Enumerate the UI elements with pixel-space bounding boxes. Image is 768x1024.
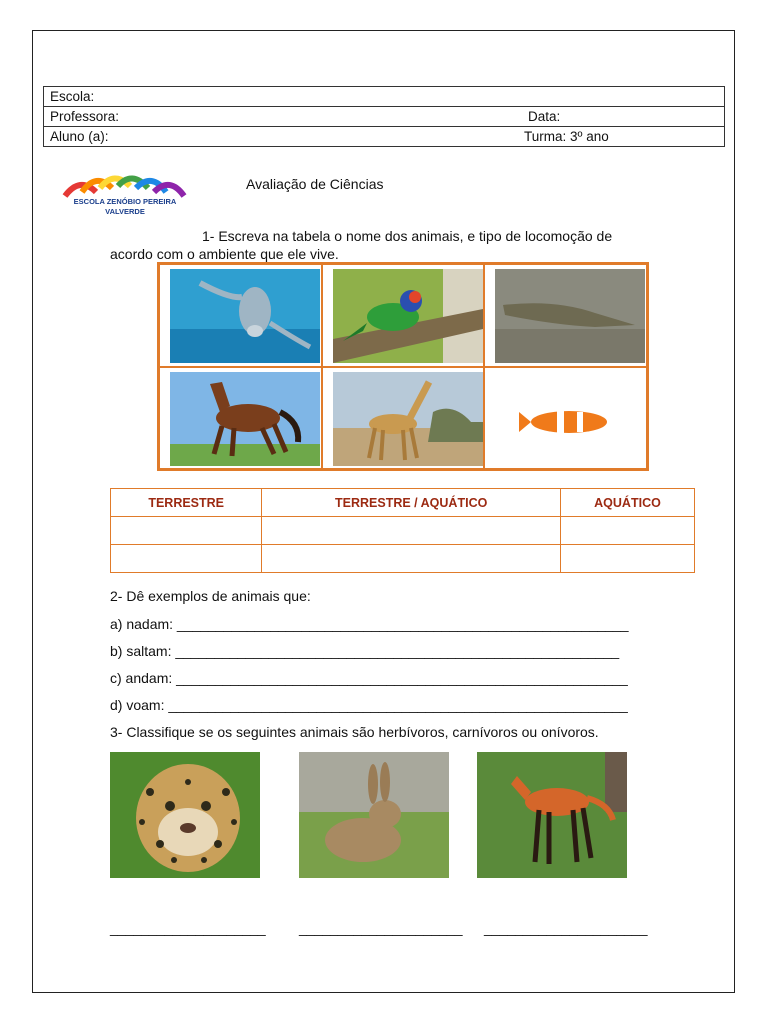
table-cell[interactable] [262,545,561,573]
date-label: Data: [528,109,561,124]
table-cell[interactable] [111,517,262,545]
table-cell[interactable] [262,517,561,545]
student-class-field [44,127,725,147]
header-terrestre-aquatico: TERRESTRE / AQUÁTICO [262,489,561,517]
dolphin-image [170,269,320,363]
question-2-title: 2- Dê exemplos de animais que: [110,588,311,604]
answer-line-nadam[interactable]: a) nadam: __________________________________________________________ [110,616,629,632]
teacher-label: Professora: [50,109,120,124]
school-label: Escola: [50,89,95,104]
cell-dolphin [159,264,322,367]
rabbit-image [299,752,449,878]
table-cell[interactable] [561,517,695,545]
question-3-title: 3- Classifique se os seguintes animais são herbívoros, carnívoros ou onívoros. [110,724,599,740]
question-1 [110,227,655,263]
header-table [43,86,725,147]
question-1-line2: acordo com o ambiente que ele vive. [110,246,339,262]
logo-line2: VALVERDE [105,207,145,216]
answer-line-andam[interactable]: c) andam: __________________________________________________________ [110,670,628,686]
class-label: Turma: 3º ano [524,129,609,144]
clownfish-image [495,372,645,466]
bird-image [333,269,483,363]
locomotion-table [110,488,695,573]
giraffe-image [333,372,483,466]
crocodile-image [495,269,645,363]
header-terrestre: TERRESTRE [111,489,262,517]
cell-clownfish [484,367,647,470]
answer-line-maned-wolf[interactable]: _____________________ [484,920,648,936]
answer-line-rabbit[interactable]: _____________________ [299,920,463,936]
header-aquatico: AQUÁTICO [561,489,695,517]
answer-line-voam[interactable]: d) voam: ___________________________________________________________ [110,697,628,713]
cell-horse [159,367,322,470]
cell-bird [322,264,485,367]
answer-line-jaguar[interactable]: ____________________ [110,920,266,936]
cell-crocodile [484,264,647,367]
table-cell[interactable] [561,545,695,573]
page-title: Avaliação de Ciências [246,176,384,192]
logo-line1: ESCOLA ZENÓBIO PEREIRA [73,197,177,206]
question-1-line1: 1- Escreva na tabela o nome dos animais, e tipo de locomoção de [202,228,613,244]
teacher-date-field [44,107,725,127]
answer-line-saltam[interactable]: b) saltam: _________________________________________________________ [110,643,620,659]
table-cell[interactable] [111,545,262,573]
logo-text [60,197,190,217]
jaguar-image [110,752,260,878]
student-label: Aluno (a): [50,129,109,144]
animal-image-grid [157,262,649,471]
horse-image [170,372,320,466]
cell-giraffe [322,367,485,470]
school-field [44,87,725,107]
maned-wolf-image [477,752,627,878]
